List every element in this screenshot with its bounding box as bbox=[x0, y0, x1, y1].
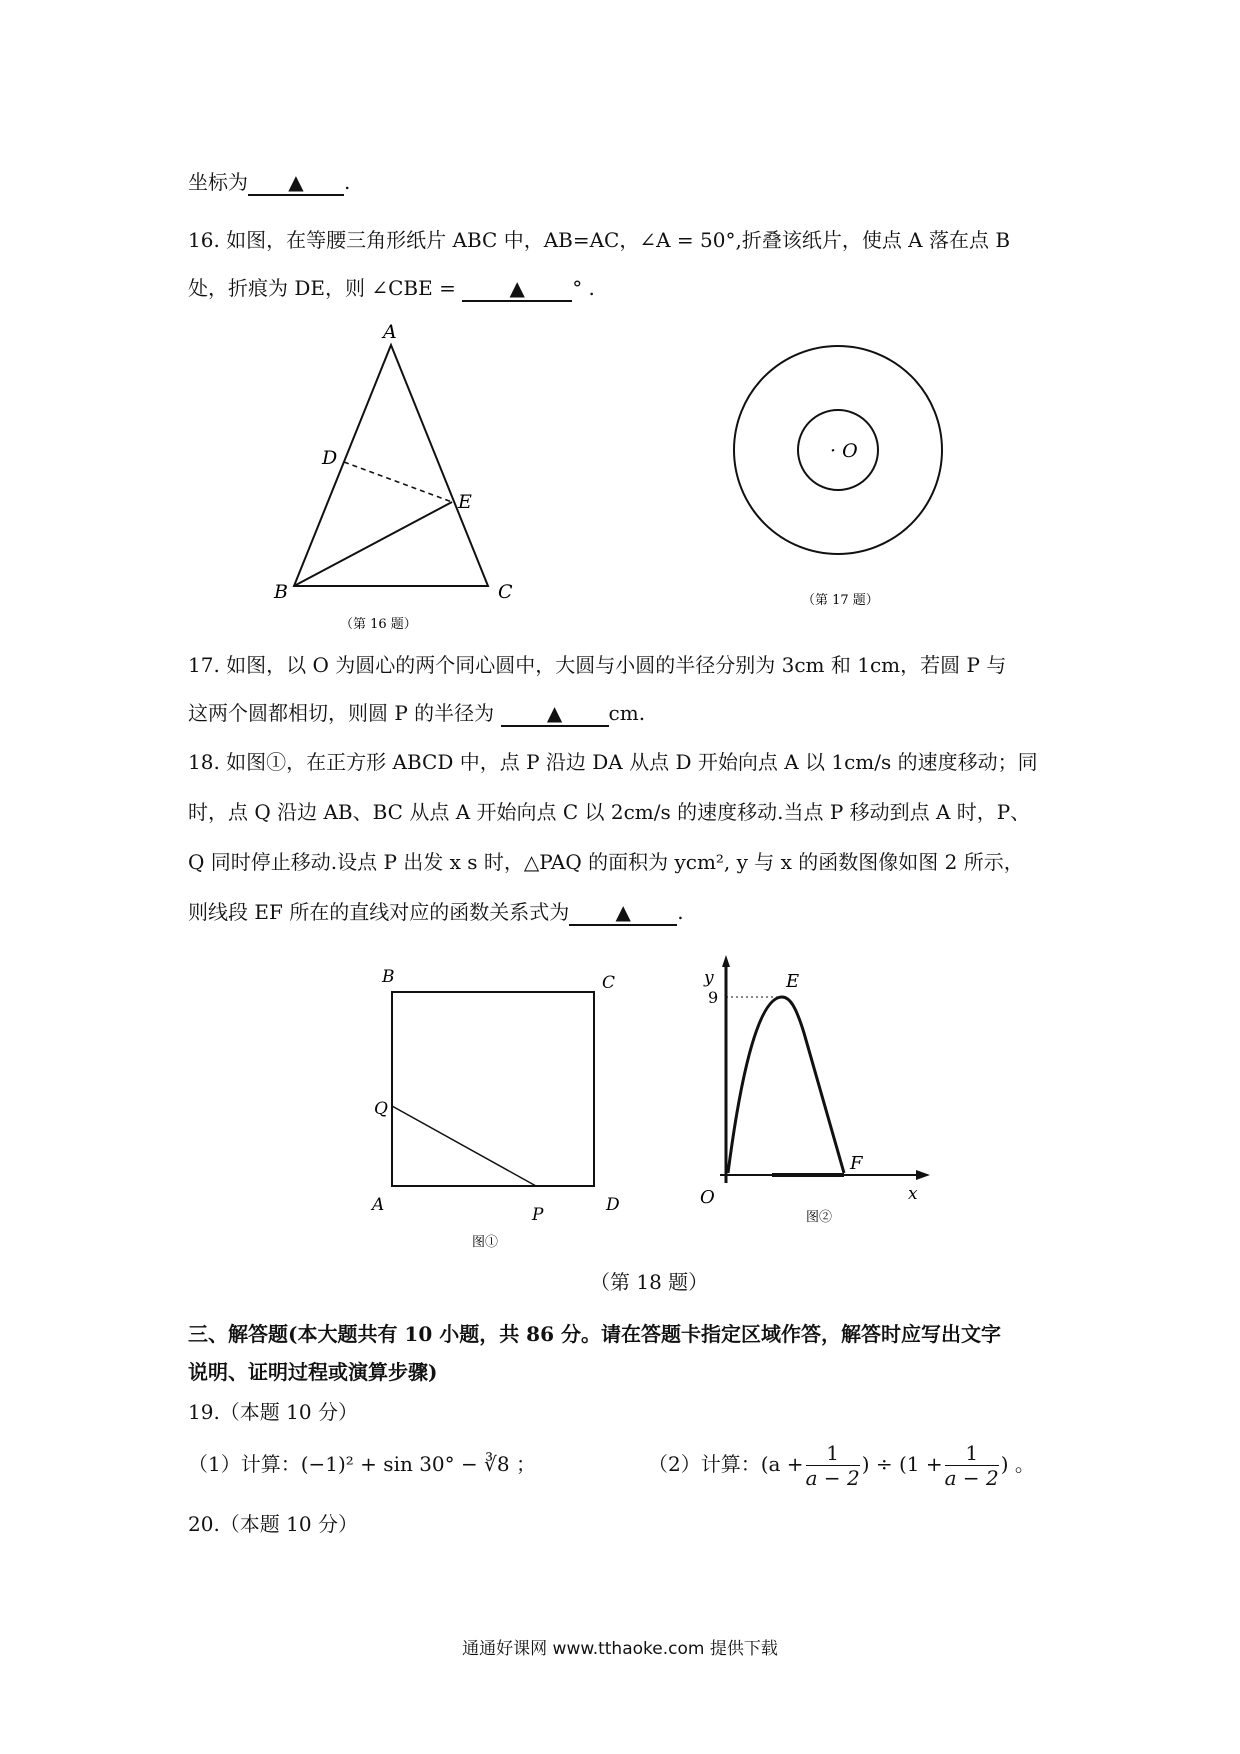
figure-16-triangle bbox=[260, 318, 540, 636]
answer-blank[interactable]: ▲ bbox=[462, 276, 572, 302]
label-nine: 9 bbox=[708, 988, 719, 1007]
q17-line2: 这两个圆都相切，则圆 P 的半径为 ▲ cm. bbox=[188, 701, 646, 725]
label-y: y bbox=[704, 968, 714, 988]
label-a: A bbox=[383, 321, 397, 343]
label-e: E bbox=[458, 491, 472, 513]
fraction-2: $\frac{1}{a - 2}$ bbox=[944, 1441, 999, 1490]
label-e: E bbox=[786, 971, 800, 992]
answer-blank[interactable]: ▲ bbox=[248, 170, 344, 196]
figure-17-circles bbox=[720, 330, 960, 620]
y-axis-arrow bbox=[722, 955, 730, 967]
section-3-line1: 三、解答题(本大题共有 10 小题，共 86 分。请在答题卡指定区域作答，解答时应写出文字 bbox=[188, 1322, 1001, 1346]
figure-18-square bbox=[360, 960, 630, 1250]
label-b: B bbox=[274, 581, 288, 603]
answer-blank[interactable]: ▲ bbox=[501, 701, 609, 727]
label-c: C bbox=[602, 973, 616, 993]
q18-line2: 时，点 Q 沿边 AB、BC 从点 A 开始向点 C 以 2cm/s 的速度移动.当点 P 移动到点 A 时，P、 bbox=[188, 800, 1031, 824]
figure-18a-caption: 图① bbox=[472, 1235, 499, 1250]
label-q: Q bbox=[374, 1099, 388, 1119]
square-abcd bbox=[392, 992, 594, 1186]
q19-header: 19.（本题 10 分） bbox=[188, 1400, 358, 1424]
q18-line1: 18. 如图①，在正方形 ABCD 中，点 P 沿边 DA 从点 D 开始向点 A 以 1cm/s 的速度移动；同 bbox=[188, 750, 1038, 774]
figure-18b-caption: 图② bbox=[806, 1210, 833, 1225]
section-3-line2: 说明、证明过程或演算步骤) bbox=[188, 1360, 438, 1384]
x-axis-arrow bbox=[916, 1170, 930, 1180]
q17-line1: 17. 如图，以 O 为圆心的两个同心圆中，大圆与小圆的半径分别为 3cm 和 1cm，若圆 P 与 bbox=[188, 653, 1007, 677]
footer-source: 通通好课网 www.tthaoke.com 提供下载 bbox=[462, 1639, 778, 1659]
q16-line2: 处，折痕为 DE，则 ∠CBE = ▲ ° . bbox=[188, 276, 595, 300]
label-p: P bbox=[532, 1205, 544, 1225]
q18-line3: Q 同时停止移动.设点 P 出发 x s 时，△PAQ 的面积为 ycm², y 与 x 的函数图像如图 2 所示， bbox=[188, 850, 1024, 874]
q15-tail-line: 坐标为 ▲ . bbox=[188, 170, 351, 194]
answer-blank[interactable]: ▲ bbox=[569, 900, 677, 926]
figure-16-caption: （第 16 题） bbox=[340, 617, 417, 632]
function-curve bbox=[728, 997, 844, 1173]
fold-line-de bbox=[344, 462, 452, 502]
figure-18-caption: （第 18 题） bbox=[590, 1270, 709, 1294]
label-d: D bbox=[322, 447, 338, 469]
q16-line1: 16. 如图，在等腰三角形纸片 ABC 中，AB=AC，∠A = 50°,折叠该纸片，使点 A 落在点 B bbox=[188, 228, 1011, 252]
label-d: D bbox=[606, 1195, 620, 1215]
label-o: · O bbox=[830, 440, 858, 462]
label-o: O bbox=[700, 1187, 715, 1208]
label-c: C bbox=[498, 581, 513, 603]
label-x: x bbox=[908, 1184, 918, 1204]
q20-header: 20.（本题 10 分） bbox=[188, 1512, 358, 1536]
fraction-1: $\frac{1}{a - 2}$ bbox=[805, 1441, 860, 1490]
q18-line4: 则线段 EF 所在的直线对应的函数关系式为 ▲ . bbox=[188, 900, 684, 924]
label-b: B bbox=[382, 967, 395, 987]
segment-be bbox=[294, 502, 452, 586]
q19-part1: （1）计算：(−1)² + sin 30° − ∛8 ； bbox=[188, 1452, 536, 1476]
q19-part2: （2）计算：(a + $\frac{1}{a - 2}$ ) ÷ (1 + $\frac{1}{a - 2}$ ) 。 bbox=[648, 1441, 1035, 1490]
figure-17-caption: （第 17 题） bbox=[802, 593, 879, 608]
segment-pq bbox=[392, 1106, 536, 1186]
label-a: A bbox=[372, 1195, 385, 1215]
label-f: F bbox=[850, 1153, 863, 1174]
figure-18-graph bbox=[690, 955, 950, 1235]
